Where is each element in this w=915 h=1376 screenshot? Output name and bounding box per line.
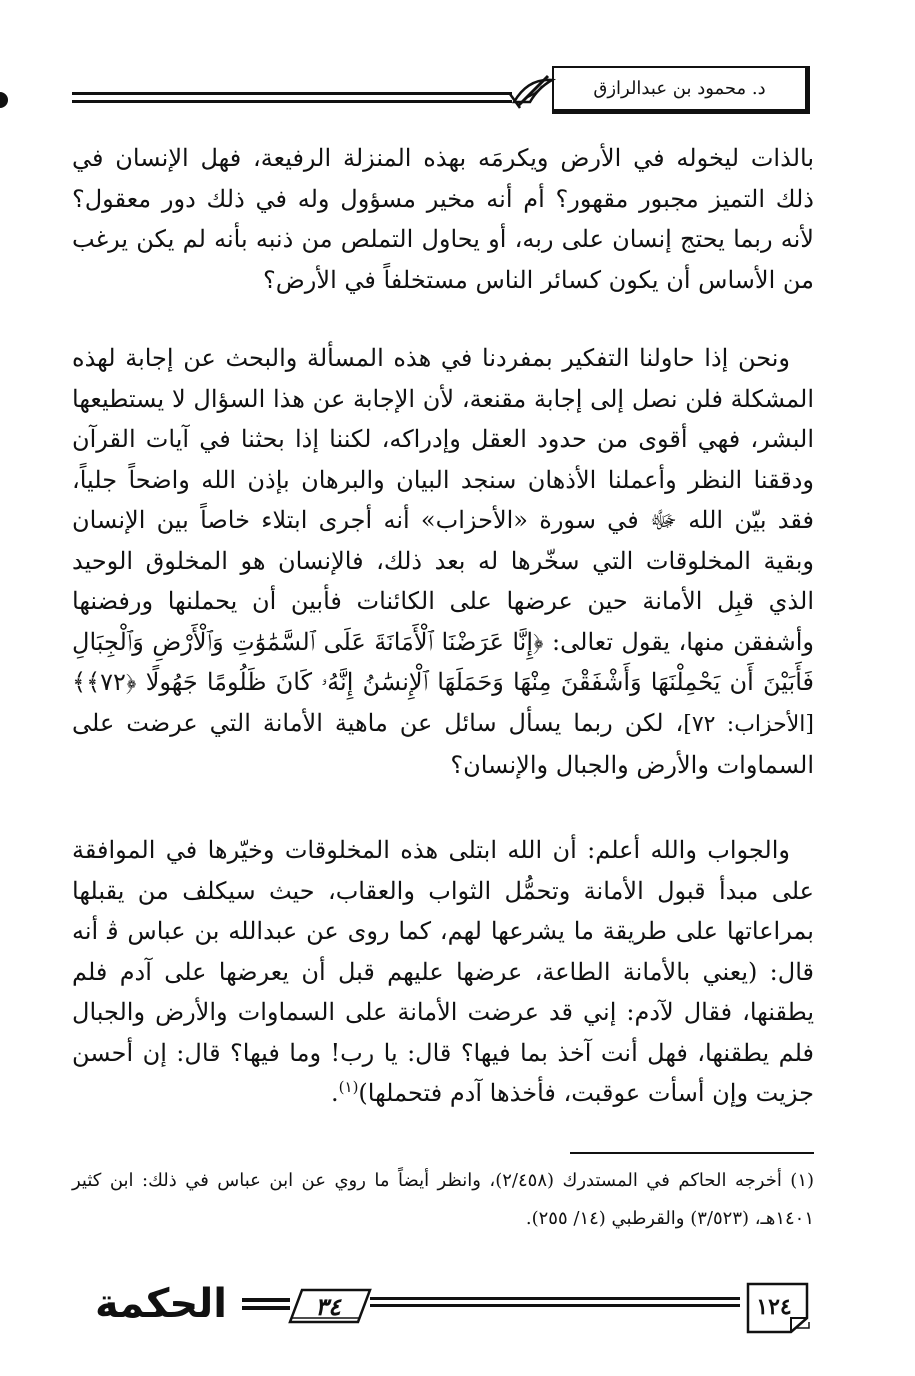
paragraph-3 [72, 830, 814, 1114]
header-rule [72, 92, 512, 95]
paragraph-end: . [331, 1079, 339, 1107]
page-number: ١٢٤ [756, 1294, 792, 1320]
header-rule [72, 100, 512, 103]
footnote [72, 1162, 814, 1238]
footer-rule [370, 1294, 740, 1314]
paragraph-text: بالذات ليخوله في الأرض ويكرمَه بهذه المنزلة الرفيعة، فهل الإنسان في ذلك التميز مجبور مقهور؟ أم أنه مخير مسؤول وله في ذلك دور معقول؟ لأنه ربما يحتج إنسان على ربه، أو يحاول التملص من ذنبه بأنه لم يكن يرغب من الأساس أن يكون كسائر الناس مستخلفاً في الأرض؟ [72, 144, 814, 294]
issue-number: ٣٤ [315, 1291, 341, 1321]
quill-emblem-icon [508, 72, 558, 112]
paragraph-main-text: والجواب والله أعلم: أن الله ابتلى هذه المخلوقات وخيّرها في الموافقة على مبدأ قبول الأمانة وتحمُّل الثواب والعقاب، حيث سيكلف من يقبلها بمراعاتها على طريقة ما يشرعها لهم، كما روى عن عبدالله بن عباس ﭬ أنه قال: (يعني بالأمانة الطاعة، عرضها عليهم قبل أن يعرضها على آدم فلم يطقنها، فقال لآدم: إني قد عرضت الأمانة على السماوات والأرض والجبال فلم يطقنها، فهل أنت آخذ بما فيها؟ قال: يا رب! وما فيها؟ قال: إن أحسن جزيت وإن أسأت عوقبت، فأخذها آدم فتحملها) [72, 836, 814, 1107]
paragraph-main-text: ونحن إذا حاولنا التفكير بمفردنا في هذه المسألة والبحث عن إجابة لهذه المشكلة فلن نصل إلى إجابة مقنعة، لأن الإجابة عن هذا السؤال لا يستطيعها البشر، فهي أقوى من حدود العقل وإدراكه، لكننا إذا بحثنا في آيات القرآن ودققنا النظر وأعملنا الأذهان سنجد البيان والبرهان بإذن الله واضحاً جلياً، فقد بيّن الله ﷻ في سورة «الأحزاب» أنه أجرى ابتلاء خاصاً بين الإنسان وبقية المخلوقات التي سخّرها له بعد ذلك، فالإنسان هو المخلوق الوحيد الذي قبِل الأمانة حين عرضها على الكائنات فأبين أن يحملنها ورفضنها وأشفقن منها، يقول تعالى: ﴿إِنَّا عَرَضْنَا ٱلْأَمَانَةَ عَلَى ٱلسَّمَٰوَٰتِ وَٱلْأَرْضِ وَٱلْجِبَالِ فَأَبَيْنَ أَن يَحْمِلْنَهَا وَأَشْفَقْنَ مِنْهَا وَحَمَلَهَا ٱلْإِنسَٰنُ إِنَّهُۥ كَانَ ظَلُومًا جَهُولًا ﴿٧٢﴾﴾ [72, 344, 814, 696]
margin-mark [0, 92, 8, 108]
paragraph-2 [72, 338, 814, 786]
magazine-logo: الحكمة [95, 1281, 227, 1327]
paragraph-text [72, 338, 814, 786]
footer-rule [242, 1296, 290, 1312]
paragraph-tail-text: ، لكن ربما يسأل سائل عن ماهية الأمانة التي عرضت على السماوات والأرض والجبال والإنسان؟ [72, 708, 814, 779]
paragraph-text [72, 830, 814, 1114]
footnote-text: (١) أخرجه الحاكم في المستدرك (٢/٤٥٨)، وانظر أيضاً ما روي عن ابن عباس في ذلك: ابن كثير ١٤٠١هـ، (٣/٥٢٣) والقرطبي (١٤/ ٢٥٥). [72, 1170, 815, 1229]
footnote-marker: (١) [338, 1078, 359, 1096]
quran-reference: [الأحزاب: ٧٢] [683, 711, 814, 737]
paragraph-1 [72, 138, 814, 300]
author-name: د. محمود بن عبدالرازق [593, 78, 766, 99]
author-name-box [552, 66, 810, 114]
footnote-rule [570, 1152, 814, 1154]
